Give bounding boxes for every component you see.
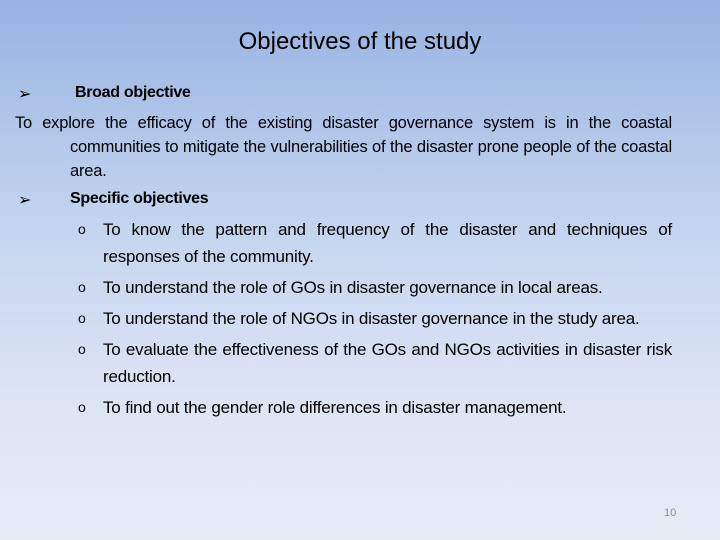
circle-bullet-icon: o [78,221,86,237]
list-item [78,336,672,390]
list-item [78,274,672,301]
list-item [78,216,672,270]
circle-bullet-icon: o [78,341,86,357]
list-item-text: To understand the role of NGOs in disaster governance in the study area. [103,309,640,328]
specific-objectives-list [78,216,672,425]
arrowhead-bullet-icon: ➢ [18,86,32,103]
list-item [78,394,672,421]
list-item-text: To evaluate the effectiveness of the GOs and NGOs activities in disaster risk reduction. [103,340,672,386]
page-number: 10 [664,507,677,519]
list-item-text: To understand the role of GOs in disaster governance in local areas. [103,278,603,297]
circle-bullet-icon: o [78,279,86,295]
list-item [78,305,672,332]
arrowhead-bullet-icon: ➢ [18,192,32,209]
broad-objective-text: To explore the efficacy of the existing disaster governance system is in the coastal communities to mitigate the vulnerabilities of the disaster prone people of the coastal area. [15,114,672,180]
list-item-text: To find out the gender role differences in disaster management. [103,398,567,417]
slide-title: Objectives of the study [238,28,482,55]
broad-objective-heading: Broad objective [75,84,191,101]
circle-bullet-icon: o [78,310,86,326]
specific-objectives-heading: Specific objectives [70,190,209,207]
list-item-text: To know the pattern and frequency of the disaster and techniques of responses of the community. [103,220,672,266]
circle-bullet-icon: o [78,399,86,415]
